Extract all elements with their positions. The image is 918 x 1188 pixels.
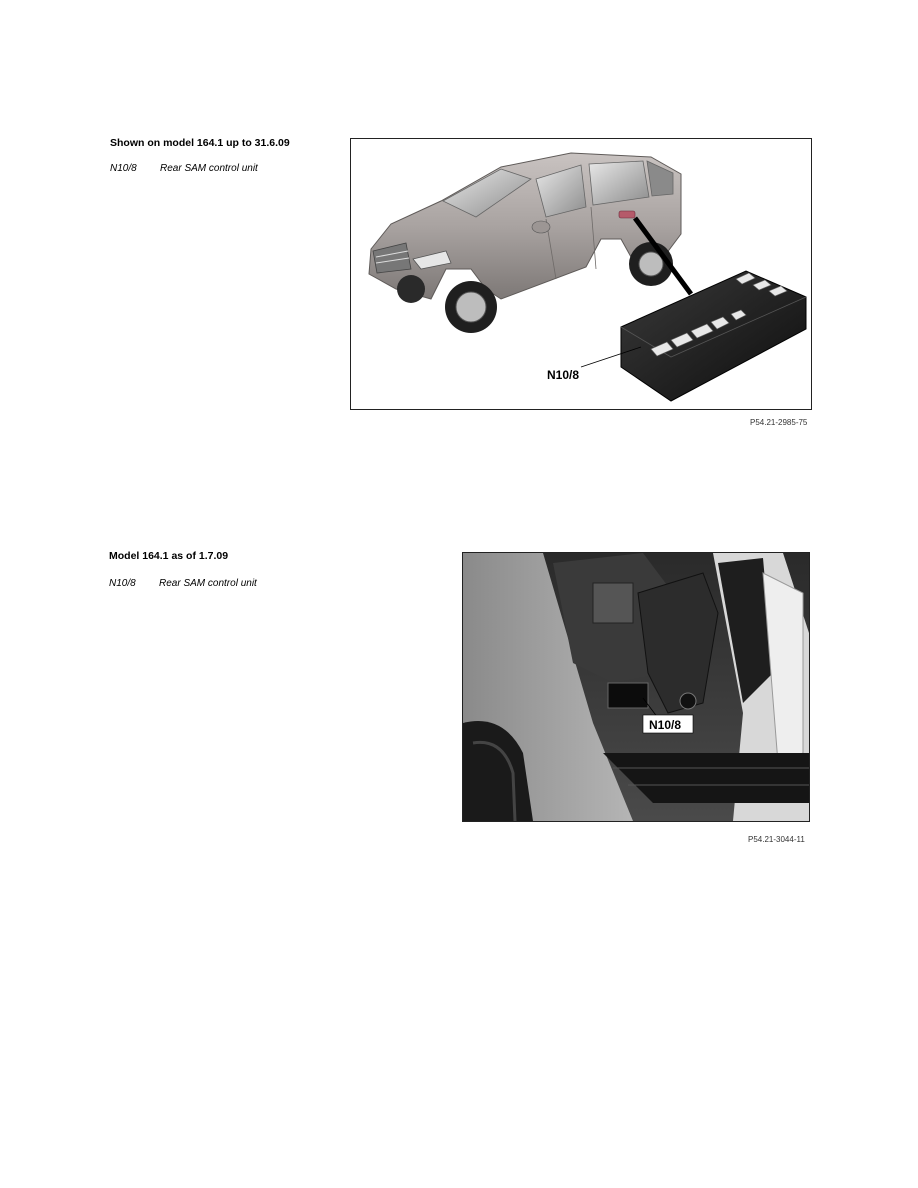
legend-description: Rear SAM control unit: [160, 163, 258, 174]
interior-photo: [463, 553, 809, 821]
figure-2-interior-photo: [462, 552, 810, 822]
figure-1-callout-label: N10/8: [547, 368, 580, 382]
legend-code: N10/8: [110, 163, 137, 174]
figure-1-car-illustration: [350, 138, 812, 410]
figure-2-callout-label: N10/8: [649, 718, 682, 732]
section2-heading: Model 164.1 as of 1.7.09: [109, 550, 229, 562]
section2-legend-item: [109, 578, 257, 589]
figure-1-reference-number: P54.21-2985-75: [750, 418, 808, 427]
legend-description: Rear SAM control unit: [159, 578, 257, 589]
section1-legend-item: [110, 163, 258, 174]
legend-code: N10/8: [109, 578, 136, 589]
section1-heading: Shown on model 164.1 up to 31.6.09: [110, 137, 290, 149]
car-illustration: [351, 139, 811, 409]
figure-2-reference-number: P54.21-3044-11: [748, 835, 805, 844]
